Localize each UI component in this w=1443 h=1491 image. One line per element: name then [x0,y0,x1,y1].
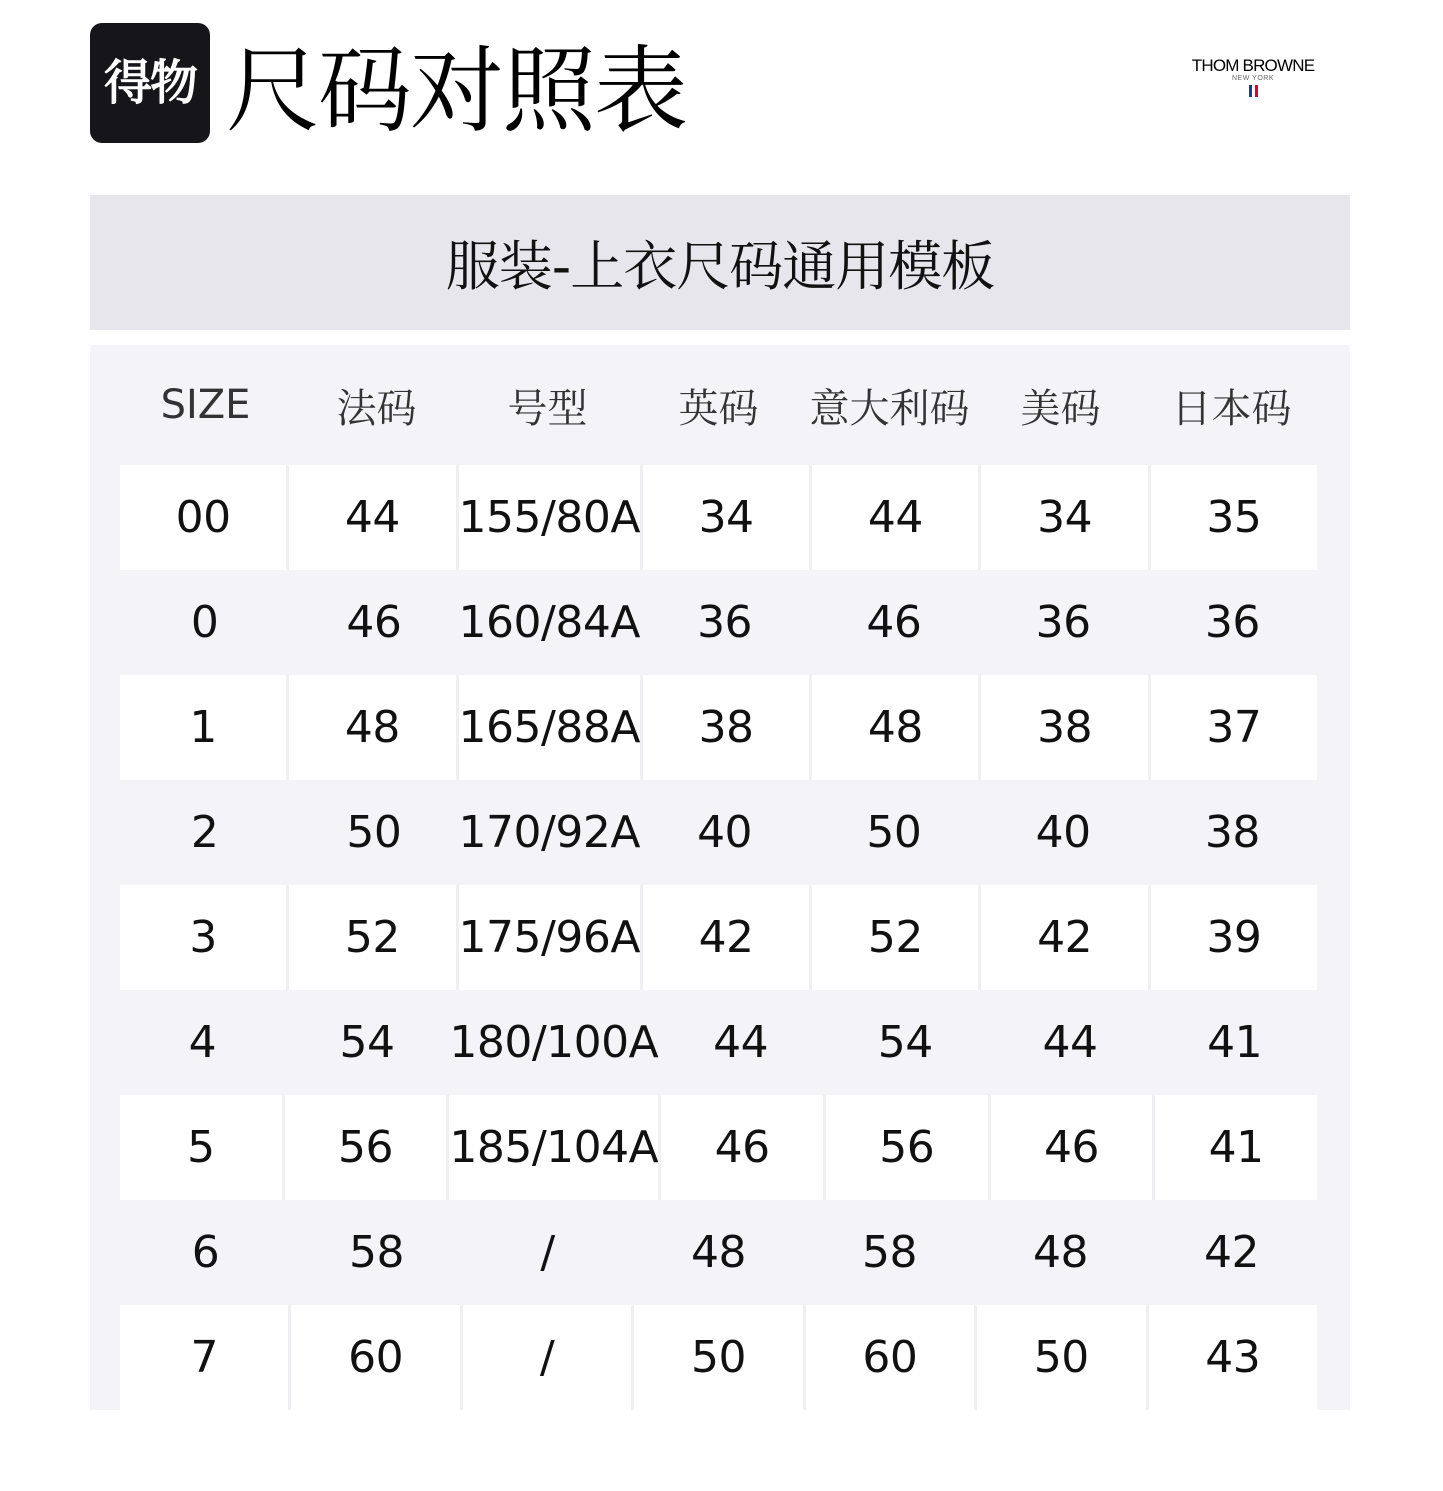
brand-name: THOM BROWNE [1191,56,1315,75]
cell-fr: 48 [286,675,455,780]
table-row [120,990,1317,1095]
column-header-uk: 英码 [678,385,759,432]
table-row [120,1305,1317,1410]
cell-us: 34 [978,465,1147,570]
cell-fr: 46 [346,597,402,648]
column-header-cn: 号型 [507,385,588,432]
table-title: 服装-上衣尺码通用模板 [445,235,995,298]
table-row [120,465,1317,570]
cell-uk: 44 [713,1017,769,1068]
cell-fr: 54 [339,1017,395,1068]
cell-jp: 41 [1207,1017,1263,1068]
page-title: 尺码对照表 [226,37,687,146]
table-header [120,345,1317,465]
cell-jp: 37 [1148,675,1317,780]
cell-cn: / [460,1305,631,1410]
cell-cn: 160/84A [458,597,640,648]
cell-us: 38 [978,675,1147,780]
cell-us: 44 [1042,1017,1098,1068]
cell-it: 58 [862,1227,917,1278]
cell-cn: 175/96A [456,885,640,990]
cell-uk: 50 [631,1305,802,1410]
cell-us: 48 [1033,1227,1088,1278]
table-row [120,570,1317,675]
cell-us: 40 [1035,807,1091,858]
column-header-it: 意大利码 [809,385,970,432]
cell-it: 52 [809,885,978,990]
dewu-logo [90,23,210,143]
column-header-jp: 日本码 [1171,385,1292,432]
size-table [90,345,1350,1410]
brand-logo [1182,57,1324,97]
brand-city: NEW YORK [1232,75,1274,82]
cell-it: 54 [877,1017,933,1068]
cell-it: 50 [866,807,922,858]
cell-fr: 60 [288,1305,459,1410]
cell-fr: 50 [346,807,402,858]
cell-cn: 180/100A [449,1017,659,1068]
cell-size: 2 [190,807,219,858]
dewu-logo-text: 得物 [103,55,196,111]
cell-jp: 38 [1204,807,1260,858]
cell-uk: 42 [640,885,809,990]
table-row [120,1200,1317,1305]
cell-fr: 52 [286,885,455,990]
cell-it: 56 [823,1095,988,1200]
cell-cn: 170/92A [458,807,640,858]
flag-stripe [1255,85,1258,97]
column-header-fr: 法码 [336,385,417,432]
tricolor-flag-icon [1182,85,1324,97]
table-body [120,465,1317,1410]
cell-jp: 41 [1152,1095,1317,1200]
column-header-us: 美码 [1020,385,1101,432]
cell-size: 7 [120,1305,288,1410]
cell-jp: 42 [1204,1227,1259,1278]
cell-cn: 185/104A [446,1095,658,1200]
cell-size: 0 [190,597,219,648]
cell-fr: 58 [349,1227,404,1278]
cell-us: 42 [978,885,1147,990]
cell-uk: 34 [640,465,809,570]
cell-us: 50 [974,1305,1145,1410]
cell-uk: 40 [697,807,753,858]
cell-us: 36 [1035,597,1091,648]
cell-jp: 39 [1148,885,1317,990]
cell-us: 46 [988,1095,1153,1200]
column-header-size: SIZE [160,382,251,428]
cell-jp: 43 [1146,1305,1317,1410]
cell-uk: 46 [658,1095,823,1200]
cell-size: 3 [120,885,286,990]
table-row [120,885,1317,990]
cell-jp: 35 [1148,465,1317,570]
cell-size: 00 [120,465,286,570]
cell-uk: 38 [640,675,809,780]
cell-jp: 36 [1204,597,1260,648]
table-row [120,780,1317,885]
cell-it: 44 [809,465,978,570]
cell-fr: 56 [282,1095,447,1200]
table-row [120,675,1317,780]
cell-cn: 165/88A [456,675,640,780]
table-row [120,1095,1317,1200]
cell-it: 46 [866,597,922,648]
cell-cn: 155/80A [456,465,640,570]
cell-cn: / [540,1227,555,1278]
cell-it: 48 [809,675,978,780]
cell-it: 60 [803,1305,974,1410]
cell-size: 6 [191,1227,220,1278]
cell-size: 5 [120,1095,282,1200]
cell-size: 1 [120,675,286,780]
cell-uk: 36 [697,597,753,648]
cell-size: 4 [188,1017,217,1068]
cell-fr: 44 [286,465,455,570]
cell-uk: 48 [691,1227,746,1278]
table-banner [90,195,1350,330]
